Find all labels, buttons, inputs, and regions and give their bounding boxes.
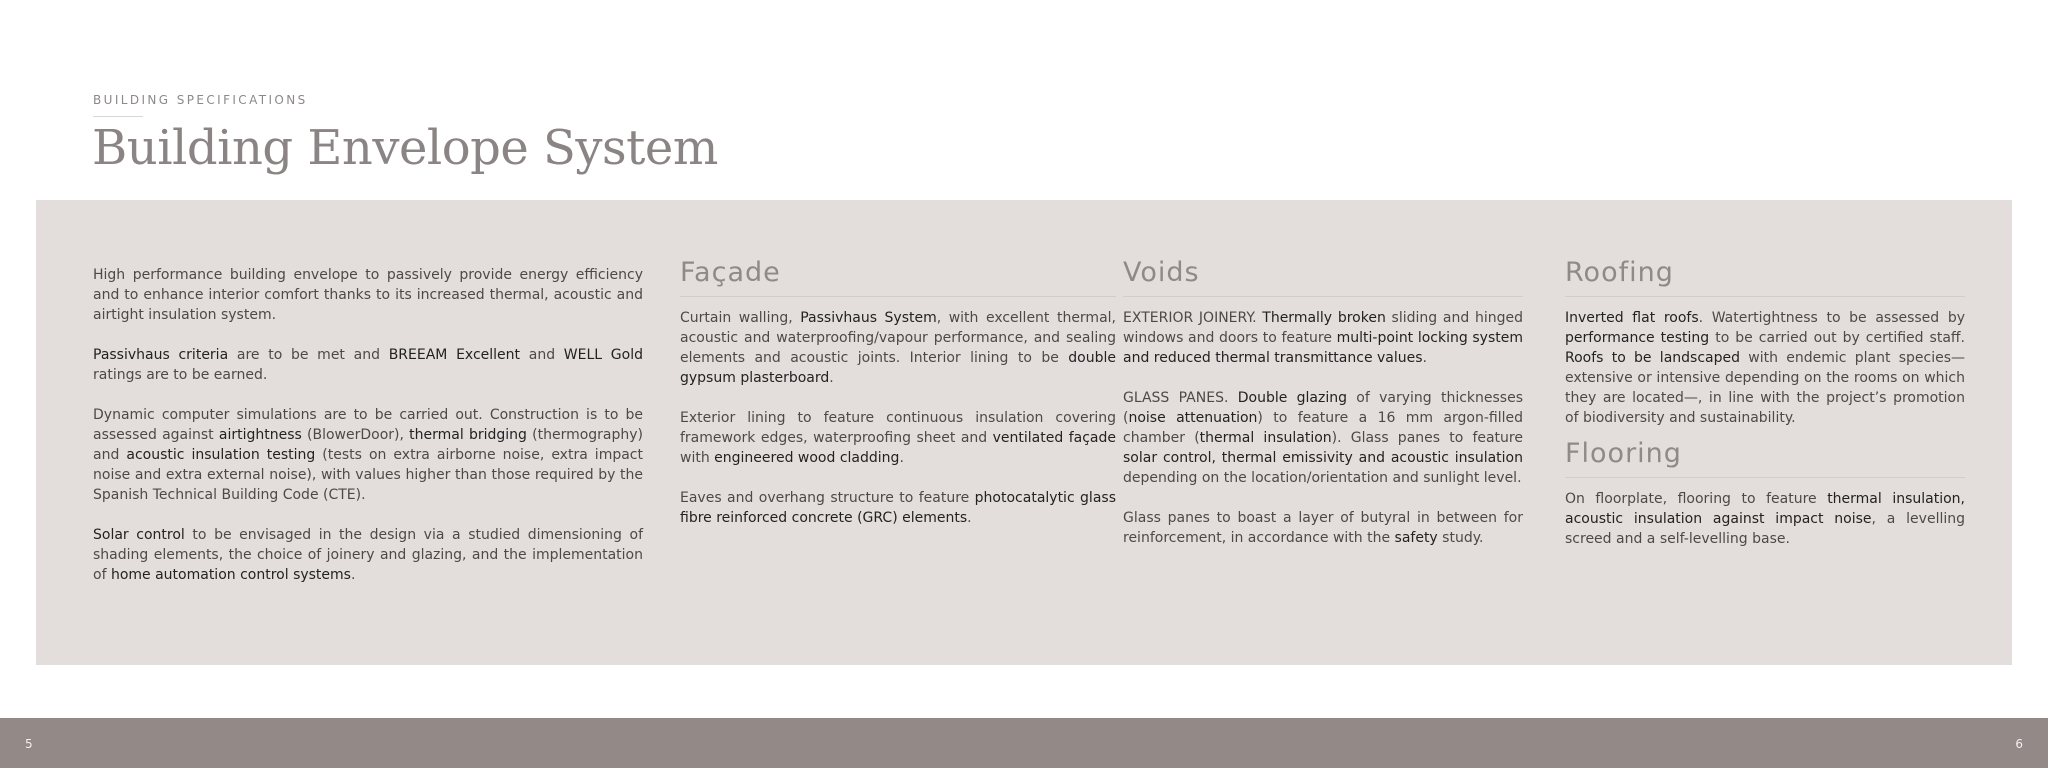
flooring-heading: Flooring	[1565, 438, 1682, 469]
specifications-panel	[36, 200, 2012, 665]
emphasized-term: noise attenuation	[1128, 410, 1258, 426]
facade-divider	[680, 296, 1116, 297]
voids-heading: Voids	[1123, 257, 1200, 288]
roofing-heading: Roofing	[1565, 257, 1674, 288]
voids-column	[1123, 256, 1523, 568]
intro-paragraph: Dynamic computer simulations are to be carried out. Construction is to be assessed against airtightness (BlowerDoor), thermal bridging (thermography) and acoustic insulation testing (tests on extra airborne noise, extra impact noise and extra external noise), with values higher than those required by the Spanish Technical Building Code (CTE).	[93, 407, 644, 503]
facade-column	[680, 256, 1116, 548]
emphasized-term: ventilated façade	[992, 430, 1117, 446]
emphasized-term: BREEAM Excellent	[388, 347, 521, 363]
roofing-divider	[1565, 296, 1965, 297]
flooring-divider	[1565, 477, 1965, 478]
flooring-paragraph: On floorplate, flooring to feature thermal insulation, acoustic insulation against impact noise, a levelling screed and a self-levelling base.	[1565, 491, 1965, 547]
footer-bar	[0, 718, 2048, 768]
emphasized-term: solar control, thermal emissivity and acoustic insulation	[1123, 450, 1523, 466]
emphasized-term: engineered wood cladding	[714, 450, 900, 466]
facade-paragraph: Exterior lining to feature continuous insulation covering framework edges, waterproofing sheet and ventilated façade with engineered wood cladding.	[680, 410, 1117, 466]
emphasized-term: acoustic insulation testing	[126, 447, 316, 463]
emphasized-term: thermal insulation, acoustic insulation against impact noise	[1565, 491, 1965, 527]
voids-paragraph: EXTERIOR JOINERY. Thermally broken sliding and hinged windows and doors to feature multi-point locking system and reduced thermal transmittance values.	[1123, 310, 1524, 366]
emphasized-term: Thermally broken	[1262, 310, 1386, 326]
page-number-left: 5	[25, 737, 33, 751]
emphasized-term: Passivhaus criteria	[93, 347, 229, 363]
facade-paragraph: Eaves and overhang structure to feature photocatalytic glass fibre reinforced concrete (GRC) elements.	[680, 490, 1116, 526]
roofing-flooring-column	[1565, 256, 1965, 569]
voids-paragraph: Glass panes to boast a layer of butyral in between for reinforcement, in accordance with the safety study.	[1123, 510, 1523, 546]
emphasized-term: Double glazing	[1237, 390, 1347, 406]
emphasized-term: photocatalytic glass fibre reinforced concrete (GRC) elements	[680, 490, 1116, 526]
intro-paragraph: High performance building envelope to passively provide energy efficiency and to enhance interior comfort thanks to its increased thermal, acoustic and airtight insulation system.	[93, 267, 643, 323]
emphasized-term: performance testing	[1565, 330, 1710, 346]
emphasized-term: Inverted flat roofs	[1565, 310, 1699, 326]
intro-paragraph: Passivhaus criteria are to be met and BREEAM Excellent and WELL Gold ratings are to be earned.	[93, 347, 643, 383]
eyebrow-divider	[93, 116, 143, 117]
page-title: Building Envelope System	[92, 120, 718, 176]
facade-paragraph: Curtain walling, Passivhaus System, with excellent thermal, acoustic and waterproofing/vapour performance, and sealing elements and acoustic joints. Interior lining to be double gypsum plasterboard.	[680, 310, 1116, 386]
emphasized-term: multi-point locking system and reduced thermal transmittance values	[1123, 330, 1523, 366]
page-number-right: 6	[2015, 737, 2023, 751]
section-eyebrow: BUILDING SPECIFICATIONS	[93, 93, 308, 107]
voids-paragraph: GLASS PANES. Double glazing of varying thicknesses (noise attenuation) to feature a 16 mm argon-filled chamber (thermal insulation). Glass panes to feature solar control, thermal emissivity and acoustic insulation depending on the location/orientation and sunlight level.	[1123, 390, 1524, 486]
roofing-paragraph: Inverted flat roofs. Watertightness to be assessed by performance testing to be carried out by certified staff. Roofs to be landscaped with endemic plant species—extensive or intensive depending on the rooms on which they are located—, in line with the project’s promotion of biodiversity and sustainability.	[1565, 310, 1966, 426]
intro-paragraph: Solar control to be envisaged in the design via a studied dimensioning of shading elements, the choice of joinery and glazing, and the implementation of home automation control systems.	[93, 527, 644, 583]
facade-heading: Façade	[680, 257, 781, 288]
emphasized-term: Solar control	[93, 527, 185, 543]
emphasized-term: thermal bridging	[409, 427, 527, 443]
emphasized-term: home automation control systems	[110, 567, 351, 583]
emphasized-term: double gypsum plasterboard	[680, 350, 1116, 386]
emphasized-term: thermal insulation	[1199, 430, 1332, 446]
emphasized-term: airtightness	[218, 427, 302, 443]
emphasized-term: Roofs to be landscaped	[1565, 350, 1740, 366]
voids-divider	[1123, 296, 1523, 297]
intro-column	[93, 265, 643, 605]
emphasized-term: WELL Gold	[563, 347, 643, 363]
emphasized-term: safety	[1394, 530, 1438, 546]
emphasized-term: Passivhaus System	[800, 310, 937, 326]
